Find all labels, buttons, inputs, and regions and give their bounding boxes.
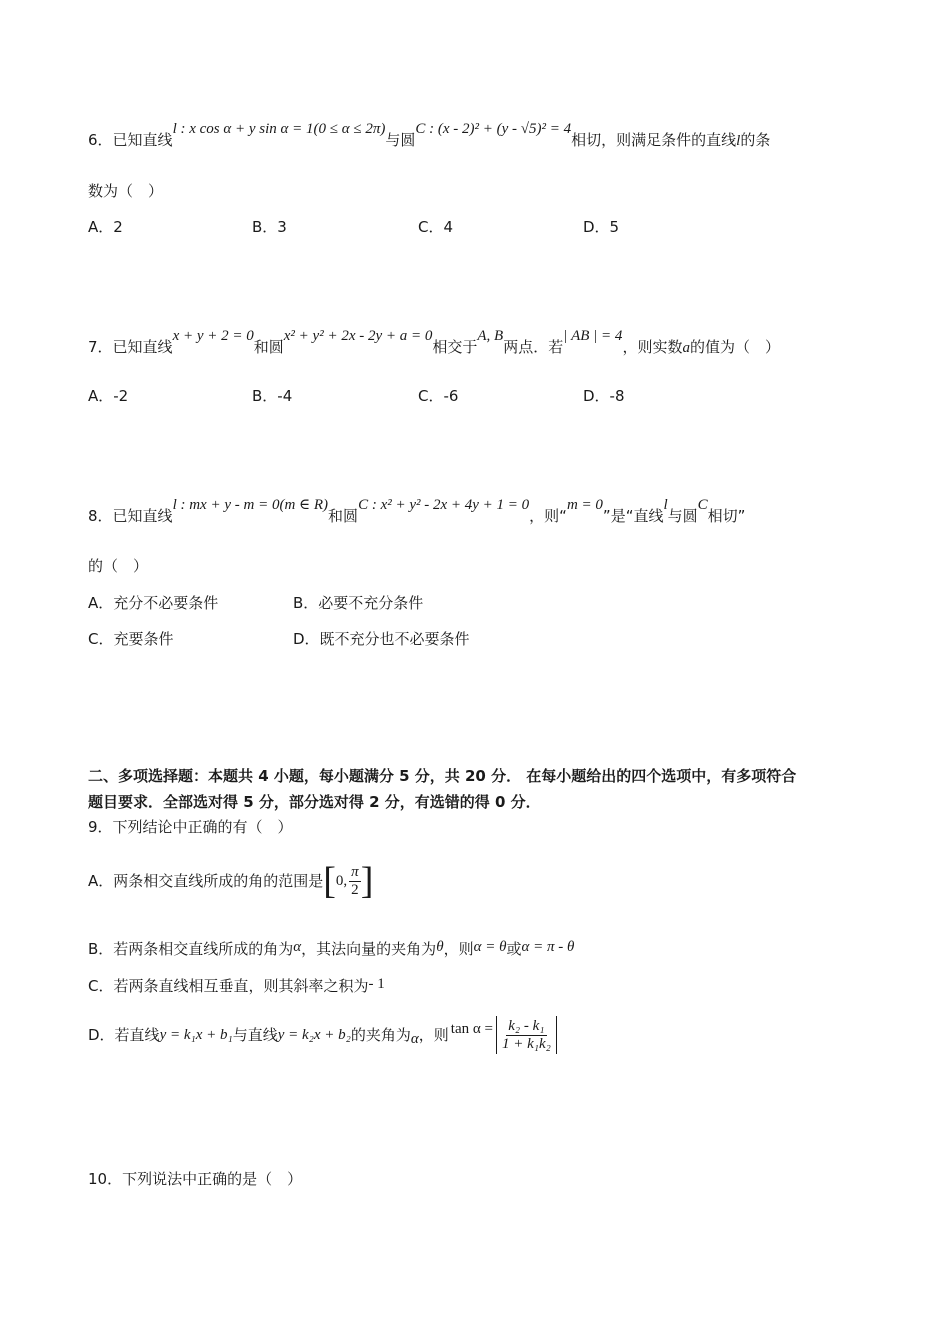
q7-option-a[interactable]: A．-2 xyxy=(88,387,129,405)
q8-option-c[interactable]: C．充要条件 xyxy=(88,630,174,648)
q9-stem: 9．下列结论中正确的有（ ） xyxy=(88,818,293,836)
q7-circle-equation: x² + y² + 2x - 2y + a = 0 xyxy=(283,328,433,344)
q9-option-b-text3: ，则 xyxy=(443,940,474,958)
q7-option-d[interactable]: D．-8 xyxy=(583,387,625,405)
q8-number: 8． xyxy=(88,507,113,525)
q6-option-d[interactable]: D．5 xyxy=(583,218,620,236)
q8-var-l: l xyxy=(663,497,668,513)
q6-post2: 的条 xyxy=(740,131,771,149)
q6-var-l: l xyxy=(736,133,741,149)
left-square-bracket: [ xyxy=(323,860,336,902)
q8-mid: 和圆 xyxy=(328,507,359,525)
q7-post: ，则实数 xyxy=(622,338,683,356)
q9-option-a-interval: [ 0, $\frac{\pi}{2}$ ] xyxy=(323,860,374,902)
q9-option-b-theta: θ xyxy=(436,939,444,955)
q9-option-b-text1: B．若两条相交直线所成的角为 xyxy=(88,940,294,958)
q7-mid3: 两点．若 xyxy=(503,338,564,356)
q8-option-b[interactable]: B．必要不充分条件 xyxy=(293,594,424,612)
q9-option-d[interactable] xyxy=(88,1016,557,1054)
q9-option-a-text: A．两条相交直线所成的角的范围是 xyxy=(88,871,324,890)
q9-option-d-text4: ，则 xyxy=(418,1025,449,1044)
q8-var-c: C xyxy=(697,497,708,513)
q7-mid: 和圆 xyxy=(253,338,284,356)
q9-option-d-alpha: α xyxy=(410,1030,419,1047)
q9-option-d-tan: tan α = xyxy=(450,1020,493,1037)
q6-line-equation: l : x cos α + y sin α = 1(0 ≤ α ≤ 2π) xyxy=(172,121,386,137)
q7-pre: 已知直线 xyxy=(112,338,173,356)
q8-circle-equation: C : x² + y² - 2x + 4y + 1 = 0 xyxy=(358,497,530,513)
q7-post2: 的值为（ ） xyxy=(689,338,780,356)
q6-number: 6． xyxy=(88,131,113,149)
q6-option-c[interactable]: C．4 xyxy=(418,218,454,236)
q9-option-c-math: - 1 xyxy=(368,976,385,992)
q7-line1 xyxy=(88,328,780,356)
q9-option-b-eq1: α = θ xyxy=(473,939,507,955)
q8-post: 相切” xyxy=(707,507,746,525)
section2-heading-line1: 二、多项选择题：本题共 4 小题，每小题满分 5 分，共 20 分． 在每小题给出的四个选项中，有多项符合 xyxy=(88,767,797,785)
q8-option-a[interactable]: A．充分不必要条件 xyxy=(88,594,219,612)
q7-number: 7． xyxy=(88,338,113,356)
q9-option-d-line1: y = k₁x + b₁ xyxy=(159,1026,233,1043)
right-square-bracket: ] xyxy=(360,860,374,902)
q8-pre: 已知直线 xyxy=(112,507,173,525)
q6-circle-equation: C : (x - 2)² + (y - √5)² = 4 xyxy=(415,121,572,137)
q9-option-b[interactable] xyxy=(88,939,575,958)
q8-m-equation: m = 0 xyxy=(566,497,603,513)
q9-option-a[interactable] xyxy=(88,862,373,900)
q7-line-equation: x + y + 2 = 0 xyxy=(172,328,254,344)
q8-mid2: ，则“ xyxy=(529,507,567,525)
q9-option-b-text2: ，其法向量的夹角为 xyxy=(301,940,437,958)
q9-option-c-text: C．若两条直线相互垂直，则其斜率之积为 xyxy=(88,977,369,995)
q7-option-b[interactable]: B．-4 xyxy=(252,387,293,405)
q6-option-b[interactable]: B．3 xyxy=(252,218,287,236)
q6-mid: 与圆 xyxy=(385,131,416,149)
q6-pre: 已知直线 xyxy=(112,131,173,149)
q7-option-c[interactable]: C．-6 xyxy=(418,387,459,405)
q9-option-d-denominator: 1 + k₁k₂ xyxy=(501,1035,551,1052)
q7-mid2: 相交于 xyxy=(432,338,478,356)
q9-option-d-text3: 的夹角为 xyxy=(350,1025,411,1044)
q8-line2-text: 的（ ） xyxy=(88,557,149,575)
q7-ab-length: | AB | = 4 xyxy=(563,328,623,344)
q9-option-d-numerator: k₂ - k₁ xyxy=(508,1018,545,1034)
q6-line1 xyxy=(88,121,771,149)
q9-option-d-text1: D．若直线 xyxy=(88,1025,160,1044)
q9-option-d-text2: 与直线 xyxy=(232,1025,278,1044)
q7-var-a: a xyxy=(682,340,690,356)
q6-option-a[interactable]: A．2 xyxy=(88,218,123,236)
q8-line-equation: l : mx + y - m = 0(m ∈ R) xyxy=(172,497,329,513)
q9-option-d-abs-fraction xyxy=(496,1016,557,1054)
q9-option-b-eq2: α = π - θ xyxy=(521,939,575,955)
q9-option-b-or: 或 xyxy=(506,940,522,958)
q8-option-d[interactable]: D．既不充分也不必要条件 xyxy=(293,630,470,648)
q6-line2-text: 数为（ ） xyxy=(88,182,164,200)
q10-stem: 10．下列说法中正确的是（ ） xyxy=(88,1170,303,1188)
q9-option-b-alpha: α xyxy=(293,939,302,955)
q8-line2 xyxy=(88,559,148,574)
q6-line2 xyxy=(88,184,163,199)
q7-points: A, B xyxy=(477,328,504,344)
q8-line1 xyxy=(88,497,746,525)
q8-mid3: ”是“直线 xyxy=(602,507,664,525)
q8-mid4: 与圆 xyxy=(667,507,698,525)
q9-option-d-line2: y = k₂x + b₂ xyxy=(277,1026,351,1043)
section2-heading-line2: 题目要求．全部选对得 5 分，部分选对得 2 分，有选错的得 0 分． xyxy=(88,793,541,811)
q9-option-c[interactable] xyxy=(88,976,385,995)
q6-post: 相切，则满足条件的直线 xyxy=(571,131,737,149)
